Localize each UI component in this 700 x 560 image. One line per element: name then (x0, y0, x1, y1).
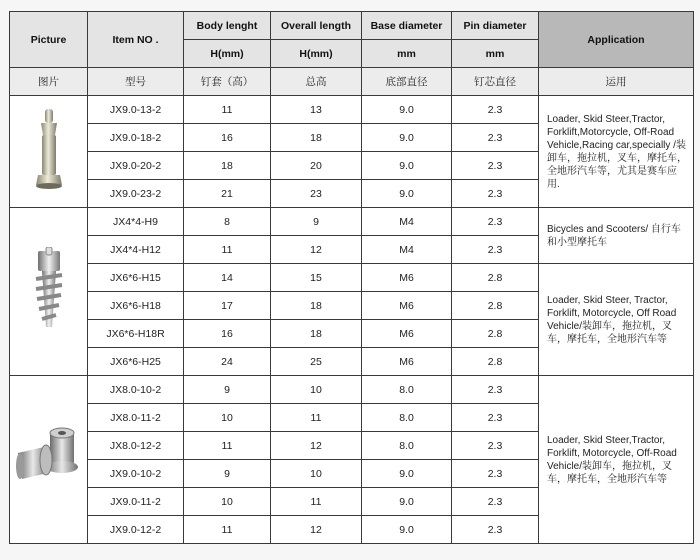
body-length-cell: 11 (184, 96, 271, 124)
body-length-cell: 21 (184, 180, 271, 208)
base-diameter-cell: 9.0 (362, 152, 452, 180)
flanged-stud-icon (14, 484, 84, 496)
base-diameter-cell: M6 (362, 264, 452, 292)
item-no-cell: JX4*4-H9 (88, 208, 184, 236)
header-cn-application: 运用 (539, 68, 694, 96)
item-no-cell: JX8.0-11-2 (88, 404, 184, 432)
header-item-no: Item NO . (88, 12, 184, 68)
base-diameter-cell: 9.0 (362, 96, 452, 124)
item-no-cell: JX9.0-11-2 (88, 488, 184, 516)
header-overall-length: Overall length (271, 12, 362, 40)
spec-table (9, 11, 694, 544)
item-no-cell: JX6*6-H18 (88, 292, 184, 320)
overall-length-cell: 10 (271, 460, 362, 488)
overall-length-cell: 20 (271, 152, 362, 180)
overall-length-cell: 12 (271, 516, 362, 544)
body-length-cell: 9 (184, 376, 271, 404)
header-picture: Picture (10, 12, 88, 68)
item-no-cell: JX4*4-H12 (88, 236, 184, 264)
overall-length-cell: 12 (271, 432, 362, 460)
header-pin-diameter-unit: mm (452, 40, 539, 68)
pin-diameter-cell: 2.3 (452, 208, 539, 236)
application-cell (539, 96, 694, 208)
header-body-length: Body lenght (184, 12, 271, 40)
pin-diameter-cell: 2.3 (452, 488, 539, 516)
overall-length-cell: 18 (271, 124, 362, 152)
application-text: Loader, Skid Steer, Tractor, Forklift, Motorcycle, Off Road Vehicle/装卸车，拖拉机，叉车，摩托车，全地形汽车等 (547, 294, 677, 345)
overall-length-cell: 12 (271, 236, 362, 264)
item-no-cell: JX9.0-20-2 (88, 152, 184, 180)
base-diameter-cell: 9.0 (362, 516, 452, 544)
spike-stud-icon (32, 184, 66, 196)
application-text: Bicycles and Scooters/ 自行车和小型摩托车 (547, 223, 681, 248)
item-no-cell: JX9.0-12-2 (88, 516, 184, 544)
overall-length-cell: 18 (271, 292, 362, 320)
item-no-cell: JX6*6-H15 (88, 264, 184, 292)
pin-diameter-cell: 2.3 (452, 432, 539, 460)
product-picture (10, 96, 88, 208)
body-length-cell: 11 (184, 432, 271, 460)
pin-diameter-cell: 2.3 (452, 460, 539, 488)
body-length-cell: 11 (184, 516, 271, 544)
header-cn-picture: 图片 (10, 68, 88, 96)
body-length-cell: 24 (184, 348, 271, 376)
body-length-cell: 16 (184, 124, 271, 152)
header-body-length-unit: H(mm) (184, 40, 271, 68)
pin-diameter-cell: 2.3 (452, 96, 539, 124)
application-cell (539, 264, 694, 376)
product-picture (10, 208, 88, 376)
application-cell (539, 376, 694, 544)
screw-stud-icon (32, 324, 66, 336)
header-cn-item-no: 型号 (88, 68, 184, 96)
base-diameter-cell: M6 (362, 348, 452, 376)
overall-length-cell: 11 (271, 488, 362, 516)
header-cn-body-length: 钉套（高） (184, 68, 271, 96)
body-length-cell: 17 (184, 292, 271, 320)
item-no-cell: JX9.0-23-2 (88, 180, 184, 208)
pin-diameter-cell: 2.8 (452, 292, 539, 320)
table-row (10, 96, 694, 124)
overall-length-cell: 9 (271, 208, 362, 236)
pin-diameter-cell: 2.3 (452, 152, 539, 180)
table-row (10, 208, 694, 236)
item-no-cell: JX9.0-13-2 (88, 96, 184, 124)
header-base-diameter: Base diameter (362, 12, 452, 40)
overall-length-cell: 13 (271, 96, 362, 124)
base-diameter-cell: M4 (362, 236, 452, 264)
pin-diameter-cell: 2.3 (452, 516, 539, 544)
table-row (10, 376, 694, 404)
header-cn-base-diameter: 底部直径 (362, 68, 452, 96)
overall-length-cell: 18 (271, 320, 362, 348)
table-row (10, 264, 694, 292)
body-length-cell: 10 (184, 404, 271, 432)
overall-length-cell: 25 (271, 348, 362, 376)
header-cn-pin-diameter: 钉芯直径 (452, 68, 539, 96)
header-pin-diameter: Pin diameter (452, 12, 539, 40)
base-diameter-cell: 9.0 (362, 488, 452, 516)
base-diameter-cell: 9.0 (362, 460, 452, 488)
application-text: Loader, Skid Steer,Tractor, Forklift,Motorcycle, Off-Road Vehicle,Racing car,specially /装卸车，拖拉机，叉车，摩托车，全地形汽车等，尤其是赛车应用. (547, 113, 687, 190)
pin-diameter-cell: 2.3 (452, 404, 539, 432)
pin-diameter-cell: 2.3 (452, 180, 539, 208)
pin-diameter-cell: 2.3 (452, 124, 539, 152)
body-length-cell: 16 (184, 320, 271, 348)
item-no-cell: JX9.0-18-2 (88, 124, 184, 152)
item-no-cell: JX6*6-H25 (88, 348, 184, 376)
pin-diameter-cell: 2.8 (452, 348, 539, 376)
pin-diameter-cell: 2.8 (452, 264, 539, 292)
body-length-cell: 18 (184, 152, 271, 180)
item-no-cell: JX9.0-10-2 (88, 460, 184, 488)
application-text: Loader, Skid Steer,Tractor, Forklift, Motorcycle, Off-Road Vehicle/装卸车，拖拉机，叉车，摩托车，全地形汽车等 (547, 434, 677, 485)
header-cn-overall-length: 总高 (271, 68, 362, 96)
item-no-cell: JX6*6-H18R (88, 320, 184, 348)
pin-diameter-cell: 2.8 (452, 320, 539, 348)
body-length-cell: 11 (184, 236, 271, 264)
overall-length-cell: 23 (271, 180, 362, 208)
pin-diameter-cell: 2.3 (452, 236, 539, 264)
body-length-cell: 9 (184, 460, 271, 488)
base-diameter-cell: 8.0 (362, 404, 452, 432)
header-base-diameter-unit: mm (362, 40, 452, 68)
base-diameter-cell: 8.0 (362, 376, 452, 404)
header-overall-length-unit: H(mm) (271, 40, 362, 68)
application-cell (539, 208, 694, 264)
body-length-cell: 8 (184, 208, 271, 236)
base-diameter-cell: 9.0 (362, 180, 452, 208)
product-picture (10, 376, 88, 544)
spec-body (10, 96, 694, 544)
item-no-cell: JX8.0-10-2 (88, 376, 184, 404)
body-length-cell: 10 (184, 488, 271, 516)
base-diameter-cell: 9.0 (362, 124, 452, 152)
header-application: Application (539, 12, 694, 68)
overall-length-cell: 11 (271, 404, 362, 432)
overall-length-cell: 15 (271, 264, 362, 292)
base-diameter-cell: 8.0 (362, 432, 452, 460)
base-diameter-cell: M6 (362, 320, 452, 348)
body-length-cell: 14 (184, 264, 271, 292)
base-diameter-cell: M6 (362, 292, 452, 320)
overall-length-cell: 10 (271, 376, 362, 404)
item-no-cell: JX8.0-12-2 (88, 432, 184, 460)
base-diameter-cell: M4 (362, 208, 452, 236)
pin-diameter-cell: 2.3 (452, 376, 539, 404)
